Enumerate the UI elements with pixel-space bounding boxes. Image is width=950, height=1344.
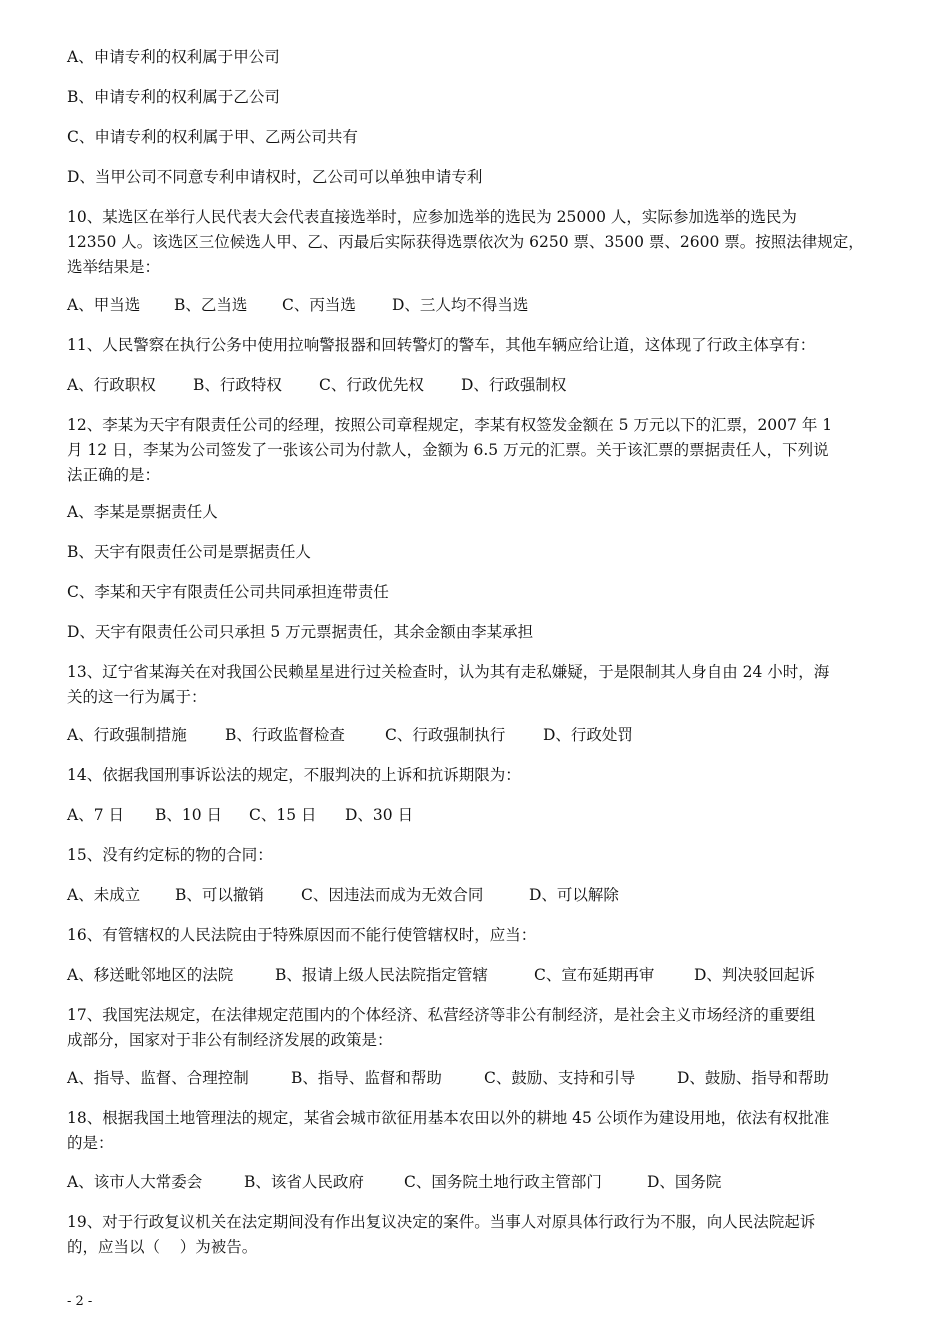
option: D、国务院 (647, 1173, 722, 1191)
option: D、30 日 (345, 806, 414, 824)
q9-option: C、申请专利的权利属于甲、乙两公司共有 (67, 128, 358, 146)
option: C、15 日 (249, 806, 317, 824)
q9-option: A、申请专利的权利属于甲公司 (67, 48, 280, 66)
option: D、可以解除 (529, 886, 619, 904)
question-15-stem (67, 843, 882, 868)
question-10-options (67, 293, 882, 318)
option: C、因违法而成为无效合同 (301, 886, 484, 904)
stem-line: 15、没有约定标的物的合同： (67, 846, 273, 864)
question-19-stem (67, 1210, 882, 1260)
option: C、行政强制执行 (385, 726, 506, 744)
option: A、7 日 (67, 806, 124, 824)
stem-line: 的是： (67, 1134, 114, 1152)
option: D、三人均不得当选 (392, 296, 529, 314)
question-16-stem (67, 923, 882, 948)
option: C、丙当选 (282, 296, 356, 314)
option: D、行政处罚 (543, 726, 633, 744)
question-11-options (67, 373, 882, 398)
option: A、未成立 (67, 886, 141, 904)
stem-line: 17、我国宪法规定，在法律规定范围内的个体经济、私营经济等非公有制经济，是社会主义市场经济的重要组 (67, 1006, 816, 1024)
option: D、鼓励、指导和帮助 (677, 1069, 829, 1087)
stem-line: 月 12 日，李某为公司签发了一张该公司为付款人，金额为 6.5 万元的汇票。关于该汇票的票据责任人，下列说 (67, 441, 829, 459)
q12-option: C、李某和天宇有限责任公司共同承担连带责任 (67, 583, 389, 601)
question-18-options (67, 1170, 882, 1195)
stem-line: 14、依据我国刑事诉讼法的规定，不服判决的上诉和抗诉期限为： (67, 766, 521, 784)
stem-line: 12350 人。该选区三位候选人甲、乙、丙最后实际获得选票依次为 6250 票、3500 票、2600 票。按照法律规定， (67, 233, 864, 251)
option: C、宣布延期再审 (534, 966, 655, 984)
option: B、报请上级人民法院指定管辖 (275, 966, 488, 984)
option: D、判决驳回起诉 (694, 966, 815, 984)
stem-line: 12、李某为天宇有限责任公司的经理，按照公司章程规定，李某有权签发金额在 5 万元以下的汇票，2007 年 1 (67, 416, 833, 434)
stem-line: 11、人民警察在执行公务中使用拉响警报器和回转警灯的警车，其他车辆应给让道，这体现了行政主体享有： (67, 336, 816, 354)
q9-option: D、当甲公司不同意专利申请权时，乙公司可以单独申请专利 (67, 168, 483, 186)
q12-option: A、李某是票据责任人 (67, 503, 218, 521)
option: A、该市人大常委会 (67, 1173, 203, 1191)
stem-line: 16、有管辖权的人民法院由于特殊原因而不能行使管辖权时，应当： (67, 926, 537, 944)
option: C、鼓励、支持和引导 (484, 1069, 636, 1087)
option: B、行政特权 (193, 376, 282, 394)
option: B、行政监督检查 (225, 726, 345, 744)
option: B、乙当选 (174, 296, 248, 314)
question-17-options (67, 1066, 882, 1091)
question-13-options (67, 723, 882, 748)
q12-option: D、天宇有限责任公司只承担 5 万元票据责任，其余金额由李某承担 (67, 623, 534, 641)
option: A、行政强制措施 (67, 726, 187, 744)
stem-line: 法正确的是： (67, 466, 161, 484)
option: C、国务院土地行政主管部门 (404, 1173, 602, 1191)
option: B、可以撤销 (175, 886, 264, 904)
option: A、指导、监督、合理控制 (67, 1069, 249, 1087)
stem-line: 选举结果是： (67, 258, 161, 276)
question-15-options (67, 883, 882, 908)
option: C、行政优先权 (319, 376, 424, 394)
option: B、指导、监督和帮助 (291, 1069, 442, 1087)
stem-line: 关的这一行为属于： (67, 688, 207, 706)
question-17-stem (67, 1003, 882, 1053)
question-18-stem (67, 1106, 882, 1156)
question-16-options (67, 963, 882, 988)
option: A、甲当选 (67, 296, 141, 314)
q12-option: B、天宇有限责任公司是票据责任人 (67, 543, 311, 561)
question-12-stem (67, 413, 882, 488)
option: B、10 日 (155, 806, 223, 824)
stem-line: 18、根据我国土地管理法的规定，某省会城市欲征用基本农田以外的耕地 45 公顷作为建设用地，依法有权批准 (67, 1109, 830, 1127)
question-13-stem (67, 660, 882, 710)
stem-line: 成部分，国家对于非公有制经济发展的政策是： (67, 1031, 393, 1049)
q9-option: B、申请专利的权利属于乙公司 (67, 88, 280, 106)
option: A、行政职权 (67, 376, 156, 394)
stem-line: 13、辽宁省某海关在对我国公民赖星星进行过关检查时，认为其有走私嫌疑，于是限制其人身自由 24 小时，海 (67, 663, 830, 681)
page-number: - 2 - (67, 1294, 93, 1309)
question-14-options (67, 803, 882, 828)
question-14-stem (67, 763, 882, 788)
stem-line: 10、某选区在举行人民代表大会代表直接选举时，应参加选举的选民为 25000 人，实际参加选举的选民为 (67, 208, 797, 226)
stem-line: 19、对于行政复议机关在法定期间没有作出复议决定的案件。当事人对原具体行政行为不服，向人民法院起诉 (67, 1213, 816, 1231)
option: D、行政强制权 (461, 376, 567, 394)
question-11-stem (67, 333, 882, 358)
option: B、该省人民政府 (244, 1173, 364, 1191)
question-10-stem (67, 205, 882, 280)
stem-line: 的，应当以（ ）为被告。 (67, 1238, 258, 1256)
option: A、移送毗邻地区的法院 (67, 966, 234, 984)
